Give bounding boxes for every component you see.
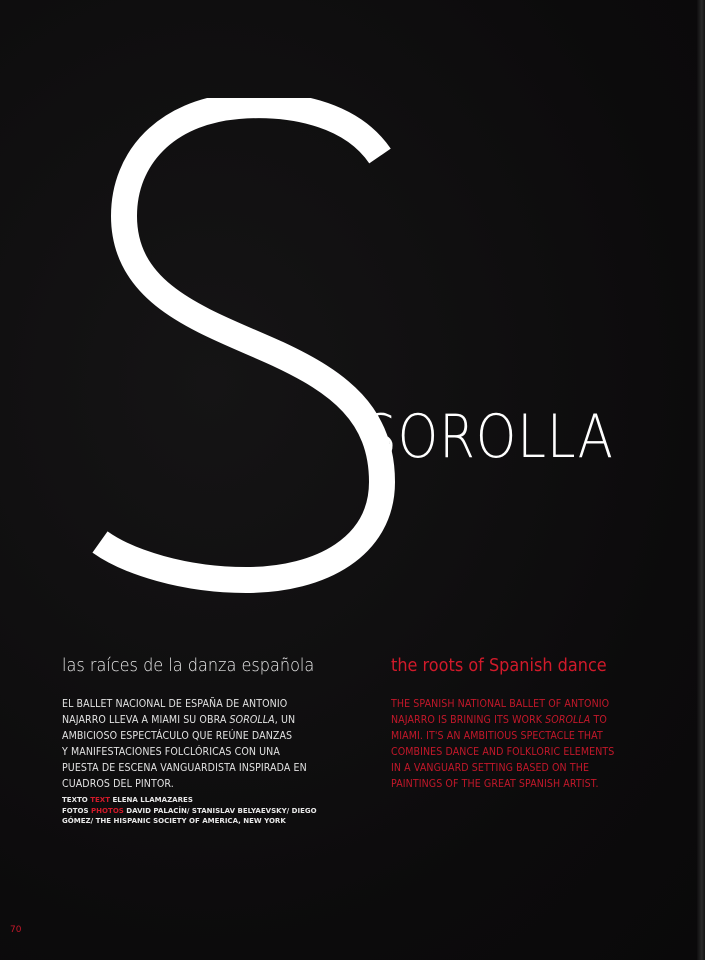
work-title-italic: SOROLLA [545,715,591,726]
intro-line: NAJARRO IS BRINING ITS WORK SOROLLA TO [391,715,607,726]
photo-credit-continued: GÓMEZ/ THE HISPANIC SOCIETY OF AMERICA, NEW YORK [62,816,286,825]
article-credits [62,795,342,827]
intro-paragraph-english [391,697,641,793]
intro-line: IN A VANGUARD SETTING BASED ON THE [391,763,590,774]
intro-line: PAINTINGS OF THE GREAT SPANISH ARTIST. [391,779,599,790]
page-edge [697,0,705,960]
intro-line: PUESTA DE ESCENA VANGUARDISTA INSPIRADA EN [62,763,307,774]
article-title: SOROLLA [364,402,614,472]
intro-line: MIAMI. IT'S AN AMBITIOUS SPECTACLE THAT [391,731,603,742]
subtitle-spanish: las raíces de la danza española [62,656,315,676]
photo-credit: FOTOS PHOTOS DAVID PALACÍN/ STANISLAV BELYAEVSKY/ DIEGO [62,805,317,815]
page-number: 70 [10,925,22,935]
text-credit: TEXTO TEXT ELENA LLAMAZARES [62,795,193,804]
large-initial-s [88,98,408,598]
intro-line: AMBICIOSO ESPECTÁCULO QUE REÚNE DANZAS [62,731,293,742]
intro-line: Y MANIFESTACIONES FOLCLÓRICAS CON UNA [62,747,280,758]
intro-line: NAJARRO LLEVA A MIAMI SU OBRA SOROLLA, UN [62,715,296,726]
intro-line: COMBINES DANCE AND FOLKLORIC ELEMENTS [391,747,615,758]
work-title-italic: SOROLLA [229,715,275,726]
intro-paragraph-spanish [62,697,332,793]
intro-line: EL BALLET NACIONAL DE ESPAÑA DE ANTONIO [62,699,288,710]
intro-line: THE SPANISH NATIONAL BALLET OF ANTONIO [391,699,610,710]
intro-line: CUADROS DEL PINTOR. [62,779,174,790]
subtitle-english: the roots of Spanish dance [391,656,607,676]
